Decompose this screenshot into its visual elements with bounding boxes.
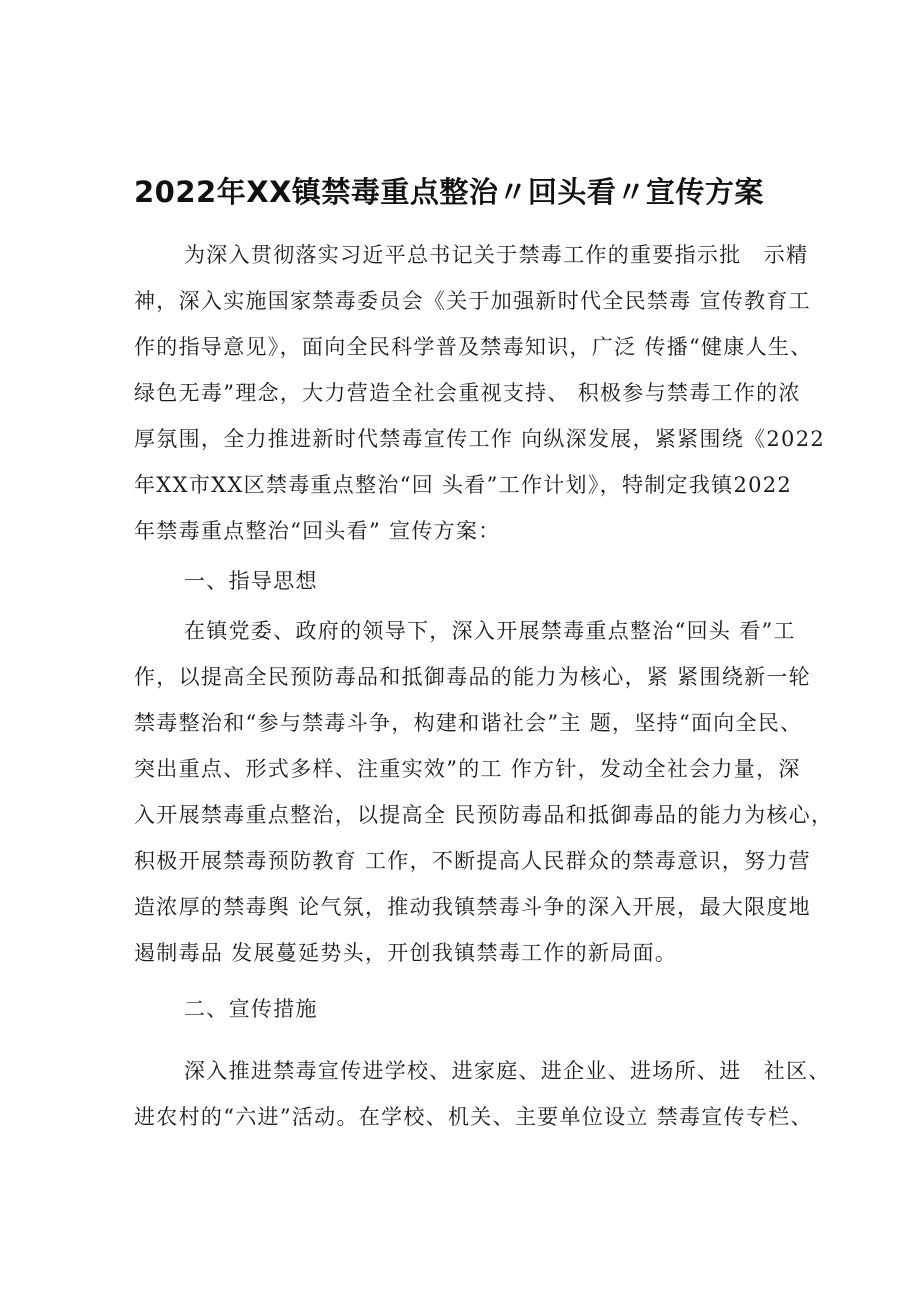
section1-line-2: 作，以提高全民预防毒品和抵御毒品的能力为核心，紧 紧围绕新一轮	[134, 665, 811, 689]
intro-line-1: 为深入贯彻落实习近平总书记关于禁毒工作的重要指示批 示精	[184, 243, 809, 267]
intro-line-4: 绿色无毒”理念，大力营造全社会重视支持、 积极参与禁毒工作的浓	[134, 381, 801, 405]
intro-line-3: 作的指导意见》，面向全民科学普及禁毒知识，广泛 传播“健康人生、	[134, 335, 813, 359]
document-title: 2022年XX镇禁毒重点整治〃回头看〃宣传方案	[134, 175, 764, 209]
section-heading-guiding-thought: 一、指导思想	[184, 569, 318, 593]
section1-line-4: 突出重点、形式多样、注重实效”的工 作方针，发动全社会力量，深	[134, 757, 801, 781]
section-heading-publicity-measures: 二、宣传措施	[184, 997, 318, 1021]
section1-line-5: 入开展禁毒重点整治，以提高全 民预防毒品和抵御毒品的能力为核心，	[134, 803, 834, 827]
section1-line-7: 造浓厚的禁毒舆 论气氛，推动我镇禁毒斗争的深入开展，最大限度地	[134, 895, 811, 919]
section1-line-6: 积极开展禁毒预防教育 工作，不断提高人民群众的禁毒意识，努力营	[134, 849, 811, 873]
section1-line-8: 遏制毒品 发展蔓延势头，开创我镇禁毒工作的新局面。	[134, 941, 678, 965]
section2-line-1: 深入推进禁毒宣传进学校、进家庭、进企业、进场所、进 社区、	[184, 1059, 831, 1083]
intro-line-6: 年XX市XX区禁毒重点整治“回 头看”工作计划》，特制定我镇2022	[134, 473, 793, 497]
intro-line-5: 厚氛围，全力推进新时代禁毒宣传工作 向纵深发展，紧紧围绕《2022	[134, 427, 826, 451]
section1-line-1: 在镇党委、政府的领导下，深入开展禁毒重点整治“回头 看”工	[184, 619, 796, 643]
section2-line-2: 进农村的“六进”活动。在学校、机关、主要单位设立 禁毒宣传专栏、	[134, 1105, 813, 1129]
intro-line-7: 年禁毒重点整治“回头看” 宣传方案：	[134, 519, 501, 543]
section1-line-3: 禁毒整治和“参与禁毒斗争，构建和谐社会”主 题，坚持“面向全民、	[134, 711, 803, 735]
intro-line-2: 神，深入实施国家禁毒委员会《关于加强新时代全民禁毒 宣传教育工	[134, 289, 811, 313]
